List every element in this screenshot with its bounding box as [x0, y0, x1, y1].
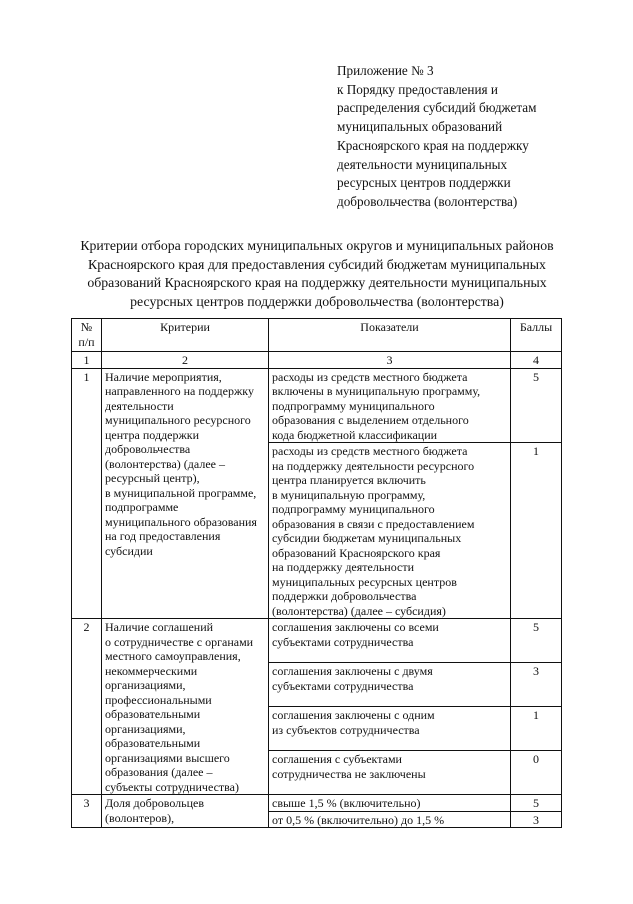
indicator-line: свыше 1,5 % (включительно) — [272, 796, 421, 810]
title-line: ресурсных центров поддержки добровольчества (волонтерства) — [130, 293, 504, 309]
header-criteria: Критерии — [102, 319, 269, 352]
criterion-line: образовательными — [105, 736, 201, 750]
criterion-cell — [102, 795, 269, 828]
row-number: 3 — [72, 795, 102, 828]
indicator-cell — [269, 811, 511, 828]
criteria-table — [71, 318, 562, 828]
indicator-line: соглашения заключены со всеми — [272, 620, 439, 634]
indicator-cell — [269, 443, 511, 619]
indicator-line: центра планируется включить — [272, 473, 426, 487]
criterion-line: муниципального ресурсного — [105, 413, 251, 427]
criterion-cell — [102, 619, 269, 795]
header-indicators: Показатели — [269, 319, 511, 352]
criterion-line: Доля добровольцев — [105, 796, 205, 810]
indicator-line: расходы из средств местного бюджета — [272, 369, 468, 384]
column-number: 2 — [102, 352, 269, 369]
column-number: 4 — [511, 352, 562, 369]
column-number: 3 — [269, 352, 511, 369]
appendix-line: Приложение № 3 — [337, 63, 434, 78]
points-cell: 3 — [511, 663, 562, 707]
document-title — [40, 237, 594, 311]
indicator-cell — [269, 368, 511, 443]
title-line: Красноярского края для предоставления субсидий бюджетам муниципальных — [88, 256, 546, 272]
title-line: Критерии отбора городских муниципальных округов и муниципальных районов — [80, 238, 554, 253]
indicator-cell — [269, 707, 511, 751]
criterion-line: подпрограмме — [105, 500, 179, 514]
column-number: 1 — [72, 352, 102, 369]
indicator-line: на поддержку деятельности ресурсного — [272, 458, 475, 473]
criterion-line: профессиональными — [105, 692, 212, 707]
indicator-line: (волонтерства) (далее – субсидия) — [272, 603, 446, 618]
criterion-line: организациями высшего — [105, 750, 230, 765]
row-number: 2 — [72, 619, 102, 795]
criterion-line: организациями, — [105, 678, 186, 692]
indicator-line: на поддержку деятельности — [272, 560, 415, 574]
title-line: образований Красноярского края на поддержку деятельности муниципальных — [87, 275, 547, 291]
header-num-line: № — [80, 320, 93, 334]
table-row — [72, 368, 562, 443]
criterion-line: в муниципальной программе, — [105, 485, 257, 500]
header-num — [72, 319, 102, 352]
criterion-line: добровольчества — [105, 442, 191, 456]
indicator-line: соглашения с субъектами — [272, 752, 402, 766]
appendix-line: Красноярского края на поддержку — [337, 137, 529, 153]
indicator-line: подпрограмму муниципального — [272, 502, 435, 516]
indicator-line: подпрограмму муниципального — [272, 398, 435, 413]
indicator-line: субъектами сотрудничества — [272, 634, 414, 649]
criterion-line: центра поддержки — [105, 427, 200, 442]
header-num-line: п/п — [78, 334, 95, 349]
criterion-line: образования (далее – — [105, 765, 213, 779]
appendix-block — [337, 62, 617, 212]
table-row — [72, 619, 562, 663]
indicator-line: сотрудничества не заключены — [272, 766, 426, 781]
points-cell: 5 — [511, 795, 562, 812]
appendix-line: к Порядку предоставления и — [337, 81, 498, 97]
criterion-line: организациями, — [105, 721, 186, 736]
indicator-line: соглашения заключены с двумя — [272, 664, 433, 678]
indicator-cell — [269, 751, 511, 795]
indicator-line: из субъектов сотрудничества — [272, 722, 420, 737]
column-number-row — [72, 352, 562, 369]
criterion-line: муниципального образования — [105, 514, 257, 529]
criterion-line: местного самоуправления, — [105, 649, 241, 663]
indicator-line: образования с выделением отдельного — [272, 413, 469, 427]
header-points: Баллы — [511, 319, 562, 352]
table-row — [72, 795, 562, 812]
indicator-line: образования в связи с предоставлением — [272, 516, 475, 531]
indicator-line: расходы из средств местного бюджета — [272, 444, 468, 458]
indicator-line: образований Красноярского края — [272, 545, 441, 560]
appendix-line: деятельности муниципальных — [337, 156, 508, 172]
criterion-line: Наличие мероприятия, — [105, 369, 222, 384]
criterion-line: образовательными — [105, 707, 201, 721]
criterion-line: субъекты сотрудничества) — [105, 779, 239, 794]
indicator-line: соглашения заключены с одним — [272, 708, 435, 722]
indicator-cell — [269, 619, 511, 663]
indicator-line: субсидии бюджетам муниципальных — [272, 531, 462, 545]
indicator-line: от 0,5 % (включительно) до 1,5 % — [272, 812, 445, 827]
points-cell: 1 — [511, 707, 562, 751]
indicator-line: включены в муниципальную программу, — [272, 384, 481, 398]
indicator-line: кода бюджетной классификации — [272, 427, 438, 442]
appendix-line: муниципальных образований — [337, 119, 503, 135]
criterion-line: субсидии — [105, 543, 153, 558]
criterion-line: Наличие соглашений — [105, 620, 214, 634]
criterion-line: о сотрудничестве с органами — [105, 634, 254, 649]
criterion-line: на год предоставления — [105, 529, 221, 543]
table-header-row — [72, 319, 562, 352]
indicator-cell — [269, 663, 511, 707]
indicator-line: субъектами сотрудничества — [272, 678, 414, 693]
appendix-line: распределения субсидий бюджетам — [337, 100, 537, 116]
points-cell: 5 — [511, 368, 562, 443]
appendix-line: добровольчества (волонтерства) — [337, 193, 518, 209]
criterion-line: (волонтеров), — [105, 810, 175, 825]
criterion-line: направленного на поддержку — [105, 384, 254, 398]
points-cell: 1 — [511, 443, 562, 619]
criterion-line: некоммерческими — [105, 663, 198, 678]
points-cell: 5 — [511, 619, 562, 663]
criterion-line: (волонтерства) (далее – — [105, 456, 225, 471]
criterion-line: ресурсный центр), — [105, 471, 200, 485]
points-cell: 3 — [511, 811, 562, 828]
indicator-line: в муниципальную программу, — [272, 487, 426, 502]
appendix-line: ресурсных центров поддержки — [337, 175, 511, 191]
indicator-line: поддержки добровольчества — [272, 589, 417, 603]
points-cell: 0 — [511, 751, 562, 795]
row-number: 1 — [72, 368, 102, 619]
criterion-cell — [102, 368, 269, 619]
criterion-line: деятельности — [105, 398, 174, 413]
indicator-line: муниципальных ресурсных центров — [272, 574, 457, 589]
indicator-cell — [269, 795, 511, 812]
